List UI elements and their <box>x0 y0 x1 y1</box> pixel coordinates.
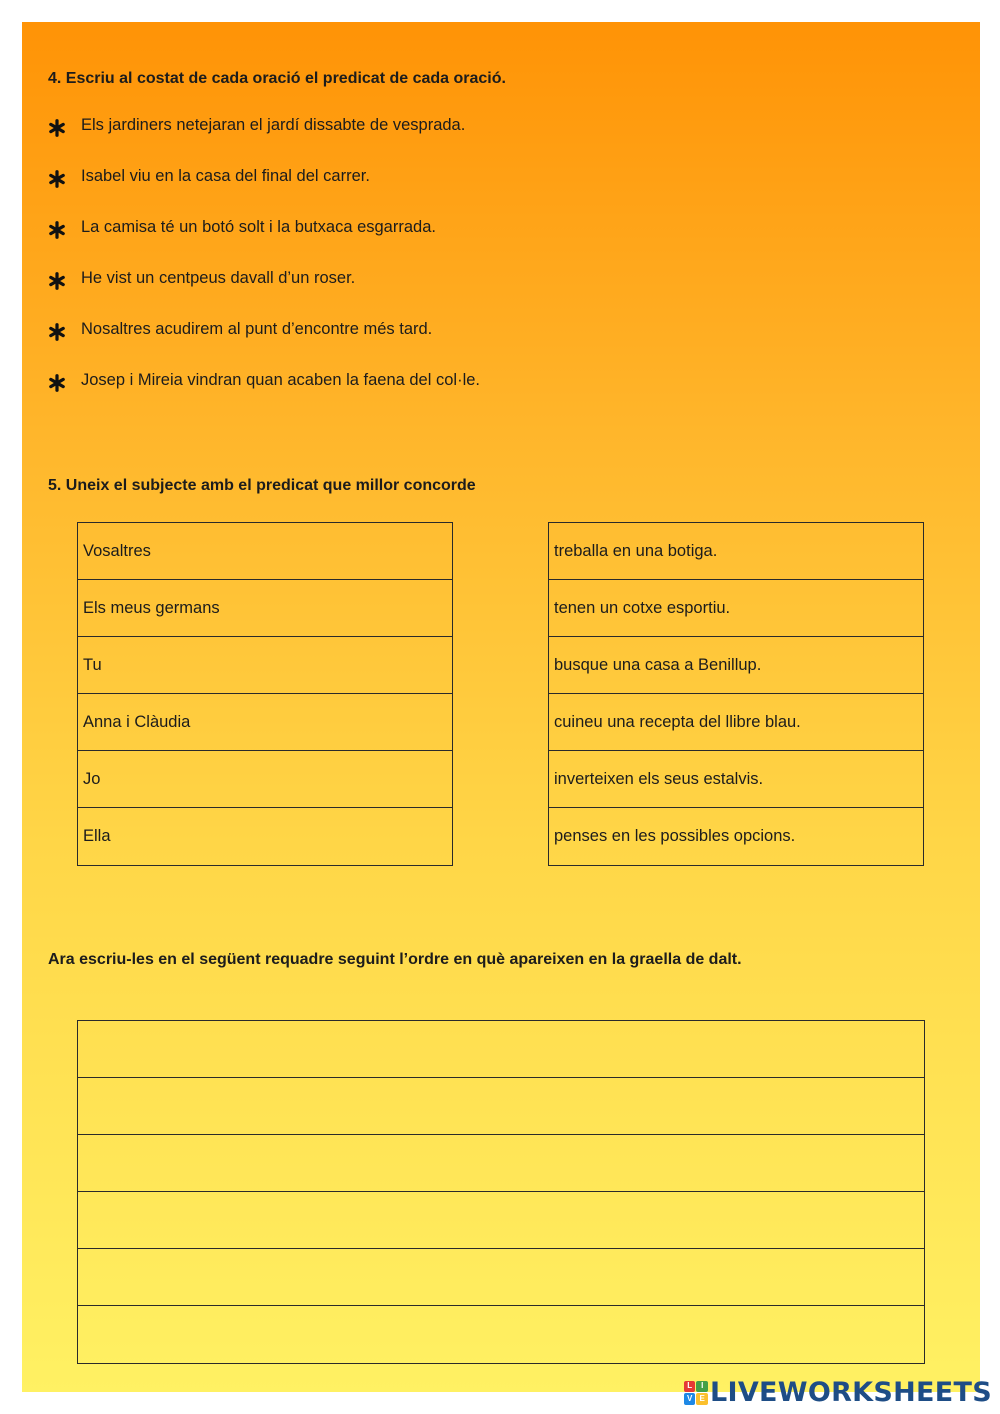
answer-line[interactable] <box>78 1078 924 1135</box>
answer-line[interactable] <box>78 1249 924 1306</box>
subject-cell[interactable]: Ella <box>83 827 111 845</box>
predicate-cell[interactable]: busque una casa a Benillup. <box>549 637 923 694</box>
predicate-cell[interactable]: inverteixen els seus estalvis. <box>549 751 923 808</box>
subject-cell[interactable]: Els meus germans <box>78 580 452 637</box>
predicate-cell[interactable]: penses en les possibles opcions. <box>554 827 796 845</box>
sentence-text: Nosaltres acudirem al punt d’encontre més tard. <box>81 320 433 338</box>
predicate-cell[interactable]: cuineu una recepta del llibre blau. <box>549 694 923 751</box>
subject-cell[interactable]: Jo <box>78 751 452 808</box>
answer-line[interactable] <box>78 1021 924 1078</box>
sentence-text: La camisa té un botó solt i la butxaca esgarrada. <box>81 218 436 236</box>
answer-line[interactable] <box>78 1135 924 1192</box>
subjects-grid <box>77 522 453 866</box>
answer-box <box>77 1020 925 1364</box>
exercise5-heading: 5. Uneix el subjecte amb el predicat que millor concorde <box>48 477 476 494</box>
answer-line[interactable] <box>78 1192 924 1249</box>
sentence-item <box>48 320 480 371</box>
asterisk-icon <box>48 221 66 239</box>
liveworksheets-brand-text: LIVEWORKSHEETS <box>709 1377 992 1408</box>
sentence-item <box>48 116 480 167</box>
predicate-cell[interactable]: treballa en una botiga. <box>549 523 923 580</box>
exercise4-sentence-list <box>48 116 480 422</box>
predicate-cell[interactable]: tenen un cotxe esportiu. <box>549 580 923 637</box>
subject-cell[interactable]: Anna i Clàudia <box>78 694 452 751</box>
sentence-text: Els jardiners netejaran el jardí dissabte de vesprada. <box>81 116 466 134</box>
answer-line[interactable] <box>78 1306 924 1363</box>
sentence-text: Isabel viu en la casa del final del carrer. <box>81 167 370 185</box>
asterisk-icon <box>48 170 66 188</box>
sentence-item <box>48 371 480 422</box>
exercise4-heading: 4. Escriu al costat de cada oració el predicat de cada oració. <box>48 70 506 87</box>
sentence-item <box>48 269 480 320</box>
sentence-text: Josep i Mireia vindran quan acaben la faena del col·le. <box>81 371 480 389</box>
liveworksheets-watermark <box>684 1377 992 1408</box>
predicates-grid <box>548 522 924 866</box>
subject-cell[interactable]: Tu <box>78 637 452 694</box>
asterisk-icon <box>48 272 66 290</box>
subject-cell[interactable]: Vosaltres <box>78 523 452 580</box>
asterisk-icon <box>48 119 66 137</box>
asterisk-icon <box>48 374 66 392</box>
asterisk-icon <box>48 323 66 341</box>
liveworksheets-logo-icon: L I V E <box>684 1381 708 1405</box>
sentence-text: He vist un centpeus davall d’un roser. <box>81 269 356 287</box>
sentence-item <box>48 218 480 269</box>
exercise5-instruction: Ara escriu-les en el següent requadre seguint l’ordre en què apareixen en la graella de dalt. <box>48 951 742 968</box>
sentence-item <box>48 167 480 218</box>
